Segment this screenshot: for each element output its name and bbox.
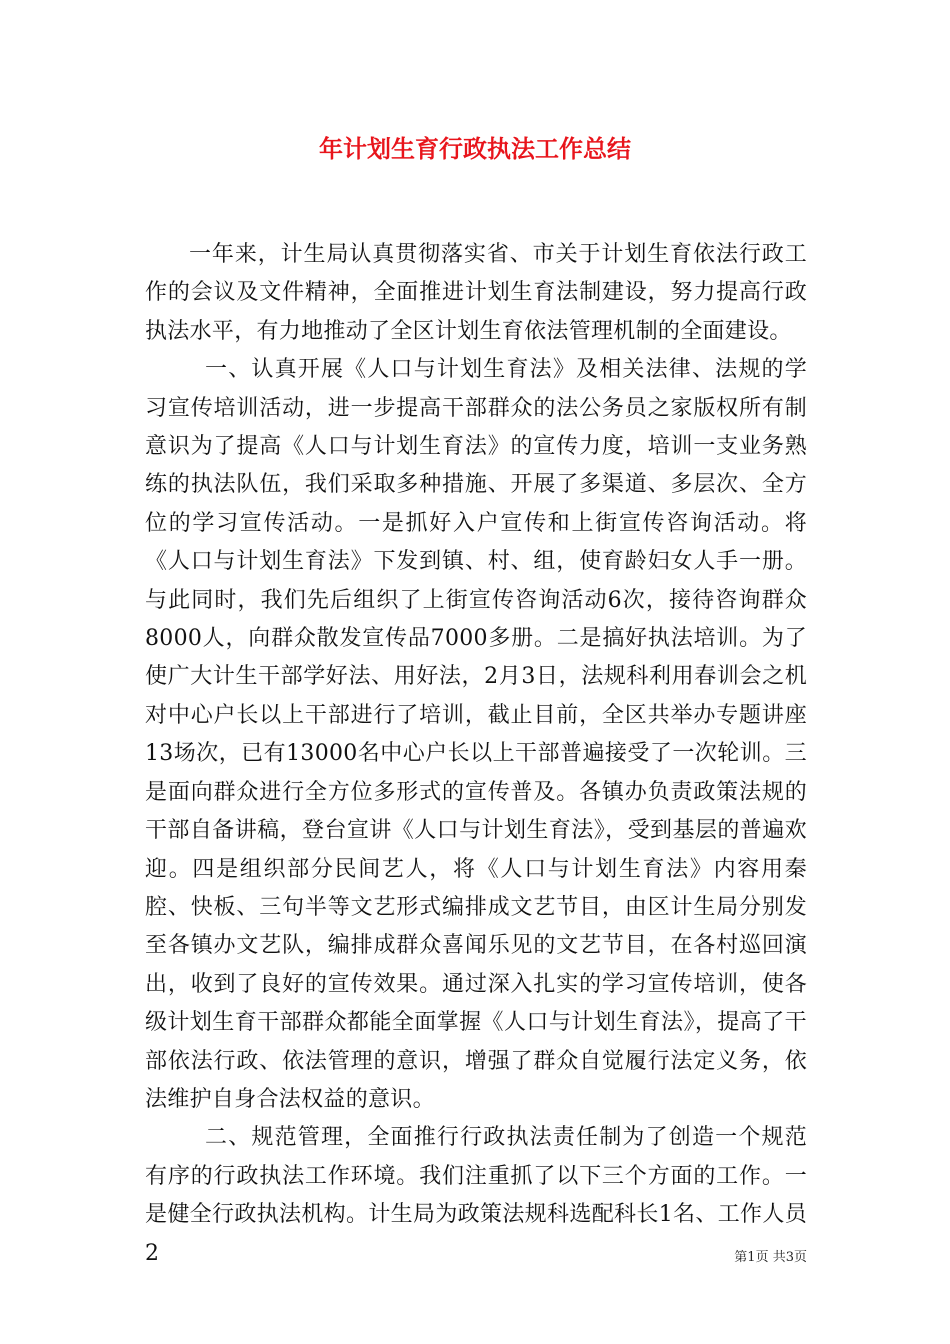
footer-current-page: 1 <box>747 1250 756 1265</box>
footer-suffix: 页 <box>793 1250 807 1265</box>
document-title: 年计划生育行政执法工作总结 <box>319 135 631 163</box>
footer-prefix: 第 <box>734 1250 748 1265</box>
footer-middle: 页 共 <box>755 1250 786 1265</box>
page-footer <box>734 1249 807 1267</box>
paragraph-section-one: 一、认真开展《人口与计划生育法》及相关法律、法规的学习宣传培训活动，进一步提高干部群众的法公务员之家版权所有制意识为了提高《人口与计划生育法》的宣传力度，培训一支业务熟练的执法队伍，我们采取多种措施、开展了多渠道、多层次、全方位的学习宣传活动。一是抓好入户宣传和上街宣传咨询活动。将《人口与计划生育法》下发到镇、村、组，使育龄妇女人手一册。与此同时，我们先后组织了上街宣传咨询活动6次，接待咨询群众8000人，向群众散发宣传品7000多册。二是搞好执法培训。为了使广大计生干部学好法、用好法，2月3日，法规科利用春训会之机对中心户长以上干部进行了培训，截止目前，全区共举办专题讲座13场次，已有13000名中心户长以上干部普遍接受了一次轮训。三是面向群众进行全方位多形式的宣传普及。各镇办负责政策法规的干部自备讲稿，登台宣讲《人口与计划生育法》，受到基层的普遍欢迎。四是组织部分民间艺人，将《人口与计划生育法》内容用秦腔、快板、三句半等文艺形式编排成文艺节目，由区计生局分别发至各镇办文艺队，编排成群众喜闻乐见的文艺节目，在各村巡回演出，收到了良好的宣传效果。通过深入扎实的学习宣传培训，使各级计划生育干部群众都能全面掌握《人口与计划生育法》，提高了干部依法行政、依法管理的意识，增强了群众自觉履行法定义务，依法维护自身合法权益的意识。 <box>145 357 807 1112</box>
paragraph-intro: 一年来，计生局认真贯彻落实省、市关于计划生育依法行政工作的会议及文件精神，全面推进计划生育法制建设，努力提高行政执法水平，有力地推动了全区计划生育依法管理机制的全面建设。 <box>145 242 807 344</box>
document-body <box>145 236 807 1273</box>
paragraph-section-two: 二、规范管理，全面推行行政执法责任制为了创造一个规范有序的行政执法工作环境。我们注重抓了以下三个方面的工作。一是健全行政执法机构。计生局为政策法规科选配科长1名、工作人员2 <box>145 1125 807 1266</box>
footer-total-pages: 3 <box>785 1250 794 1265</box>
